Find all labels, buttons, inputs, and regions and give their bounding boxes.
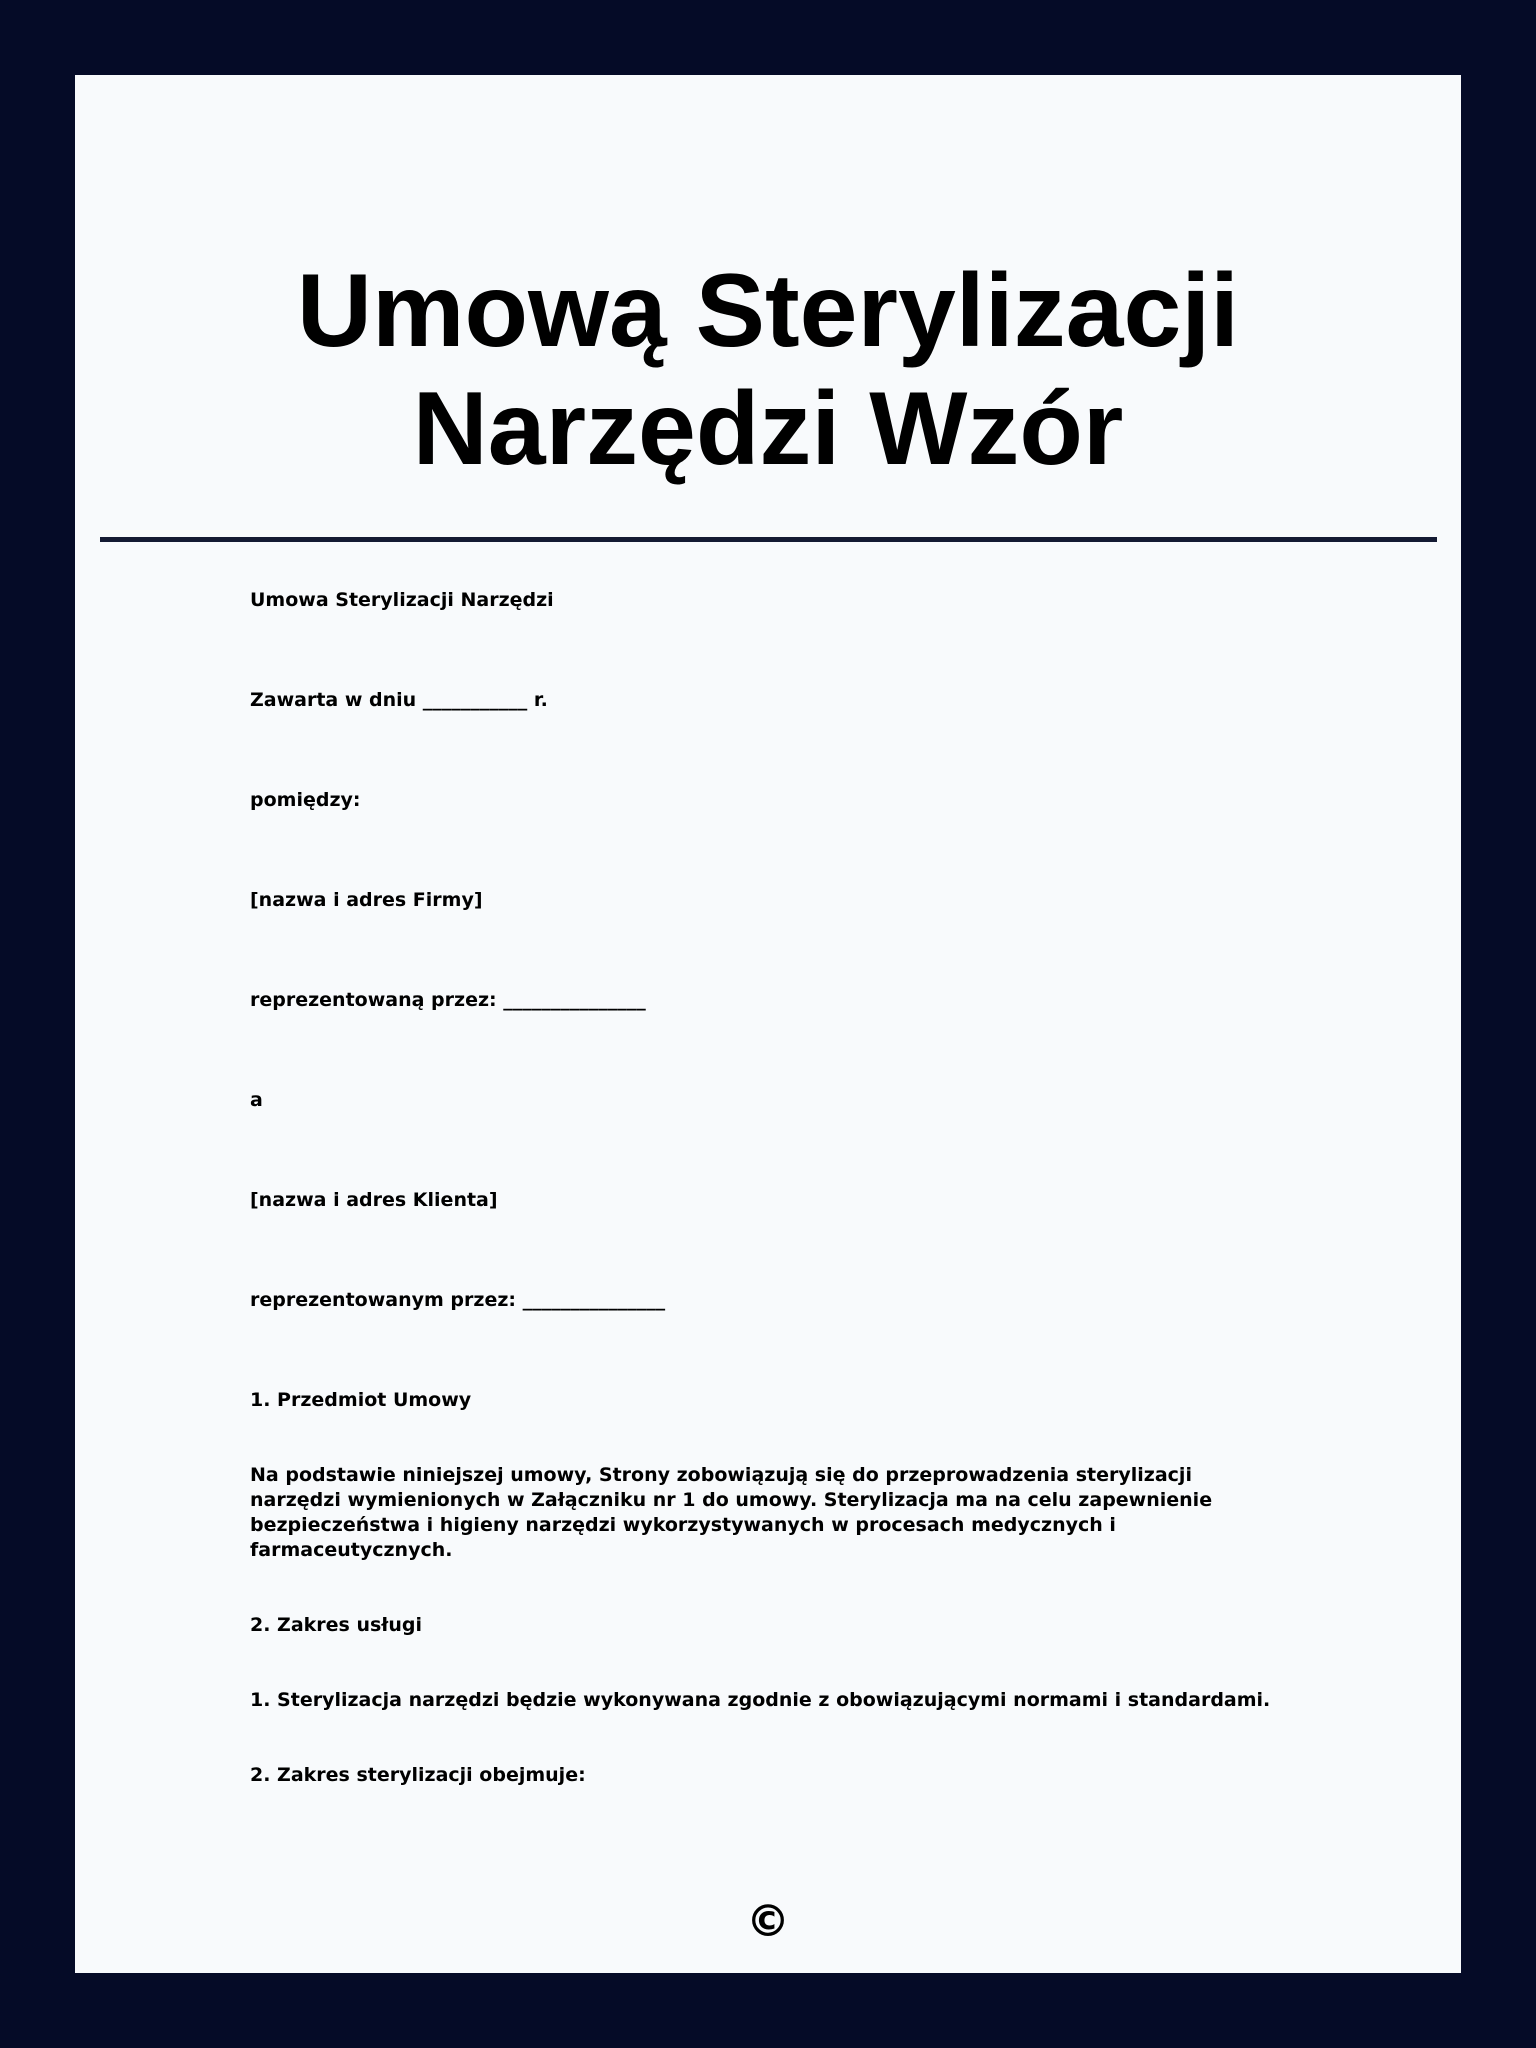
company-representative-line: reprezentowaną przez: _______________ xyxy=(250,989,646,1011)
client-placeholder: [nazwa i adres Klienta] xyxy=(250,1189,498,1211)
and-label: a xyxy=(250,1089,263,1111)
copyright-symbol: © xyxy=(746,1896,790,1947)
between-label: pomiędzy: xyxy=(250,789,361,811)
contract-date-line: Zawarta w dniu ___________ r. xyxy=(250,689,548,711)
section-1-body: Na podstawie niniejszej umowy, Strony zobowiązują się do przeprowadzenia sterylizacji narzędzi wymienionych w Załączniku nr 1 do umowy. Sterylizacja ma na celu zapewnienie bezpieczeństwa i higieny narzędzi wykorzystywanych w procesach medycznych i farmaceutycznych. xyxy=(250,1464,1213,1561)
contract-heading: Umowa Sterylizacji Narzędzi xyxy=(250,589,554,611)
section-2-item-2: 2. Zakres sterylizacji obejmuje: xyxy=(250,1764,586,1786)
company-placeholder: [nazwa i adres Firmy] xyxy=(250,889,483,911)
document-page xyxy=(75,75,1461,1973)
document-title: Umową Sterylizacji Narzędzi Wzór xyxy=(296,253,1240,487)
section-2-item-1: 1. Sterylizacja narzędzi będzie wykonywana zgodnie z obowiązującymi normami i standardami. xyxy=(250,1689,1271,1711)
title-divider xyxy=(100,537,1437,542)
section-1-title: 1. Przedmiot Umowy xyxy=(250,1389,472,1411)
client-representative-line: reprezentowanym przez: _______________ xyxy=(250,1289,666,1311)
section-2-title: 2. Zakres usługi xyxy=(250,1614,422,1636)
